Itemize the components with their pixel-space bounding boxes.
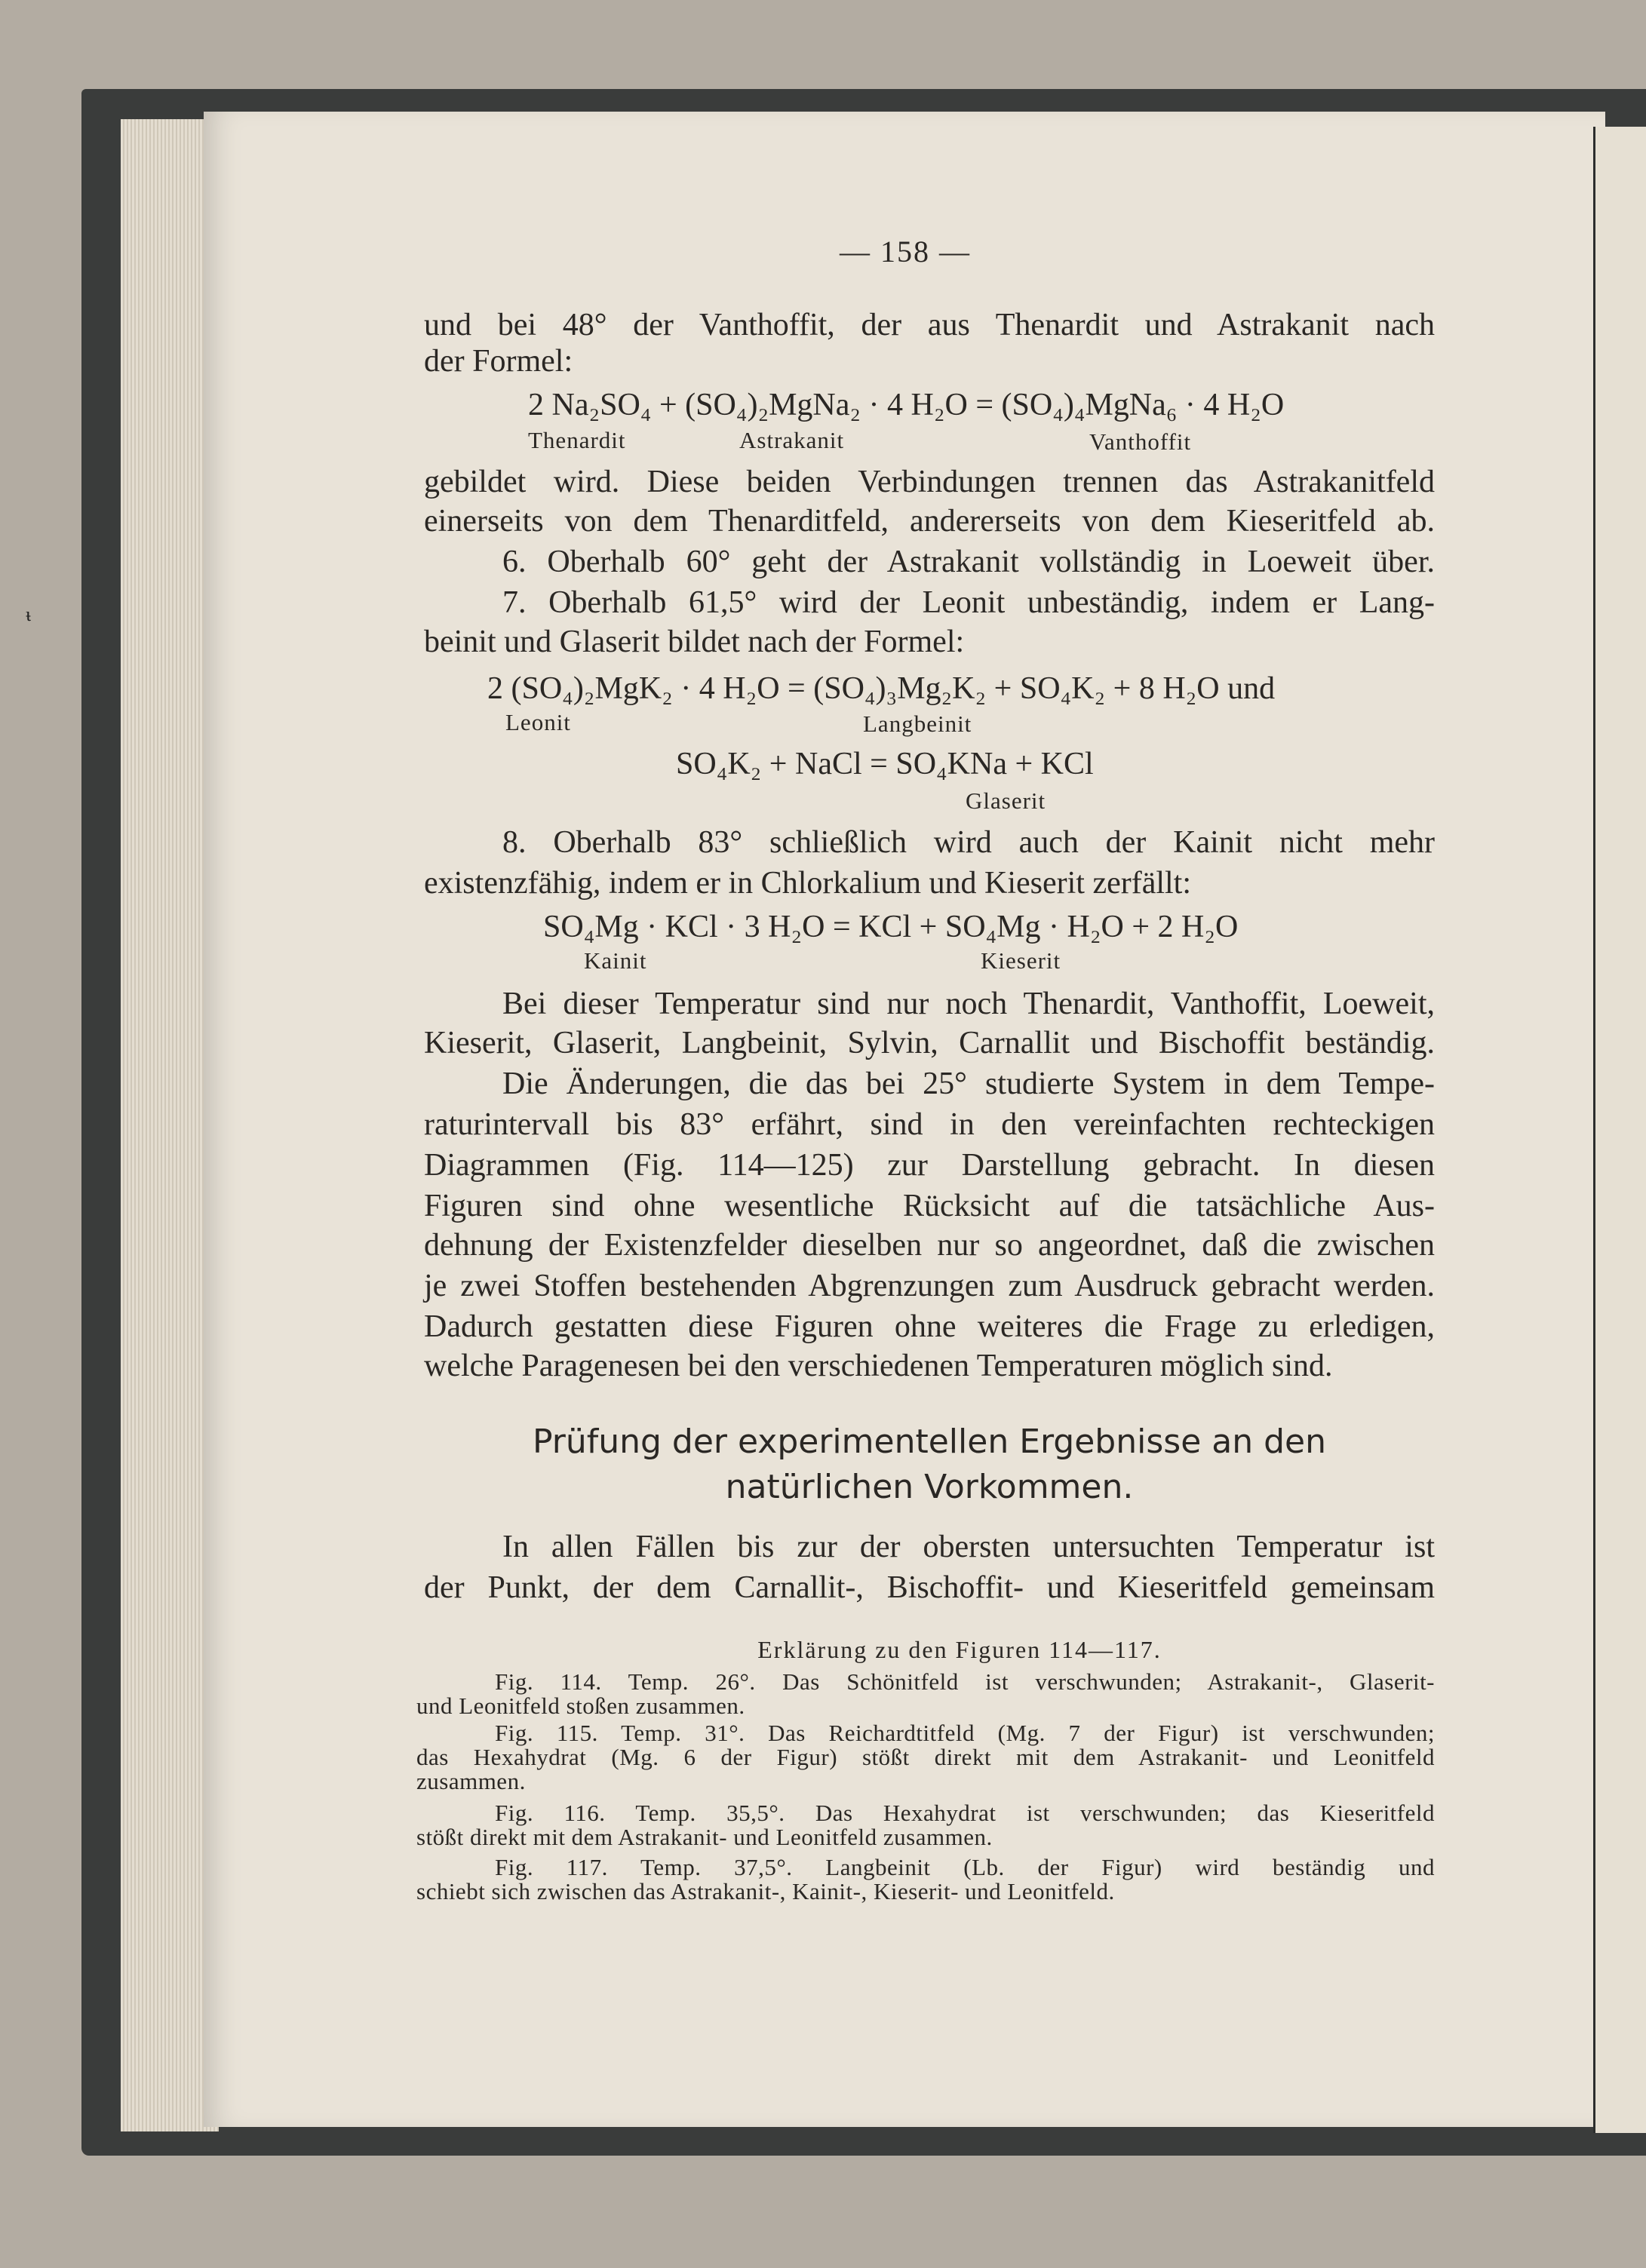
text-line: Kieserit, Glaserit, Langbeinit, Sylvin, Carnallit und Bischoffit beständig. [424,1026,1435,1060]
caption-line: das Hexahydrat (Mg. 6 der Figur) stößt direkt mit dem Astrakanit- und Leonitfeld [416,1744,1435,1770]
caption-line: stößt direkt mit dem Astrakanit- und Leonitfeld zusammen. [416,1824,993,1850]
equation-1: 2 Na₂SO₄ + (SO₄)₂MgNa₂ · 4 H₂O = (SO₄)₄MgNa₆ · 4 H₂O [528,388,1285,422]
text-line: 8. Oberhalb 83° schließlich wird auch der Kainit nicht mehr [502,825,1435,860]
text-line: Diagrammen (Fig. 114—125) zur Darstellung gebracht. In diesen [424,1148,1435,1183]
equation-label: Langbeinit [863,710,972,737]
equation-label: Leonit [505,709,571,735]
equation-label: Glaserit [966,787,1046,814]
text-line: je zwei Stoffen bestehenden Abgrenzungen zum Ausdruck gebracht werden. [424,1269,1435,1303]
caption-line: Fig. 115. Temp. 31°. Das Reichardtitfeld (Mg. 7 der Figur) ist verschwunden; [495,1720,1435,1746]
text-line: existenzfähig, indem er in Chlorkalium und Kieserit zerfällt: [424,866,1192,901]
text-line: der Formel: [424,344,573,379]
text-line: der Punkt, der dem Carnallit-, Bischoffit- und Kieseritfeld gemeinsam [424,1570,1435,1605]
caption-line: zusammen. [416,1768,526,1794]
equation-label: Kieserit [981,947,1061,974]
equation-label: Vanthoffit [1089,428,1192,455]
text-line: raturintervall bis 83° erfährt, sind in den vereinfachten rechteckigen [424,1107,1435,1142]
text-line: beinit und Glaserit bildet nach der Formel: [424,625,965,659]
section-heading: natürlichen Vorkommen. [725,1468,1134,1506]
equation-4: SO₄Mg · KCl · 3 H₂O = KCl + SO₄Mg · H₂O + 2 H₂O [543,910,1239,944]
page-number: — 158 — [840,235,971,269]
text-line: Dadurch gestatten diese Figuren ohne weiteres die Frage zu erledigen, [424,1309,1435,1344]
text-line: dehnung der Existenzfelder dieselben nur so angeordnet, daß die zwischen [424,1228,1435,1263]
caption-line: Fig. 117. Temp. 37,5°. Langbeinit (Lb. der Figur) wird beständig und [495,1854,1435,1880]
equation-2: 2 (SO₄)₂MgK₂ · 4 H₂O = (SO₄)₃Mg₂K₂ + SO₄K₂ + 8 H₂O und [487,671,1276,706]
text-line: Bei dieser Temperatur sind nur noch Thenardit, Vanthoffit, Loeweit, [502,987,1435,1021]
text-line: einerseits von dem Thenarditfeld, andererseits von dem Kieseritfeld ab. [424,504,1435,539]
text-line: Die Änderungen, die das bei 25° studierte System in dem Tempe- [502,1066,1435,1101]
stray-mark: ᵼ [26,603,31,625]
caption-line: Fig. 116. Temp. 35,5°. Das Hexahydrat ist verschwunden; das Kieseritfeld [495,1800,1435,1826]
equation-label: Astrakanit [739,427,845,453]
equation-label: Kainit [584,947,647,974]
caption-line: und Leonitfeld stoßen zusammen. [416,1693,745,1719]
caption-line: Fig. 114. Temp. 26°. Das Schönitfeld ist verschwunden; Astrakanit-, Glaserit- [495,1668,1435,1695]
section-heading: Prüfung der experimentellen Ergebnisse an den [533,1422,1326,1461]
text-line: und bei 48° der Vanthoffit, der aus Thenardit und Astrakanit nach [424,308,1435,342]
text-line: welche Paragenesen bei den verschiedenen Temperaturen möglich sind. [424,1349,1333,1383]
text-line: 6. Oberhalb 60° geht der Astrakanit vollständig in Loeweit über. [502,545,1435,579]
text-line: Figuren sind ohne wesentliche Rücksicht auf die tatsächliche Aus- [424,1189,1435,1223]
text-line: In allen Fällen bis zur der obersten untersuchten Temperatur ist [502,1530,1435,1564]
caption-line: schiebt sich zwischen das Astrakanit-, Kainit-, Kieserit- und Leonitfeld. [416,1878,1115,1904]
equation-3: SO₄K₂ + NaCl = SO₄KNa + KCl [676,747,1094,781]
equation-label: Thenardit [528,427,626,453]
text-line: gebildet wird. Diese beiden Verbindungen trennen das Astrakanitfeld [424,465,1435,499]
caption-title: Erklärung zu den Figuren 114—117. [757,1636,1162,1663]
text-line: 7. Oberhalb 61,5° wird der Leonit unbeständig, indem er Lang- [502,585,1435,620]
